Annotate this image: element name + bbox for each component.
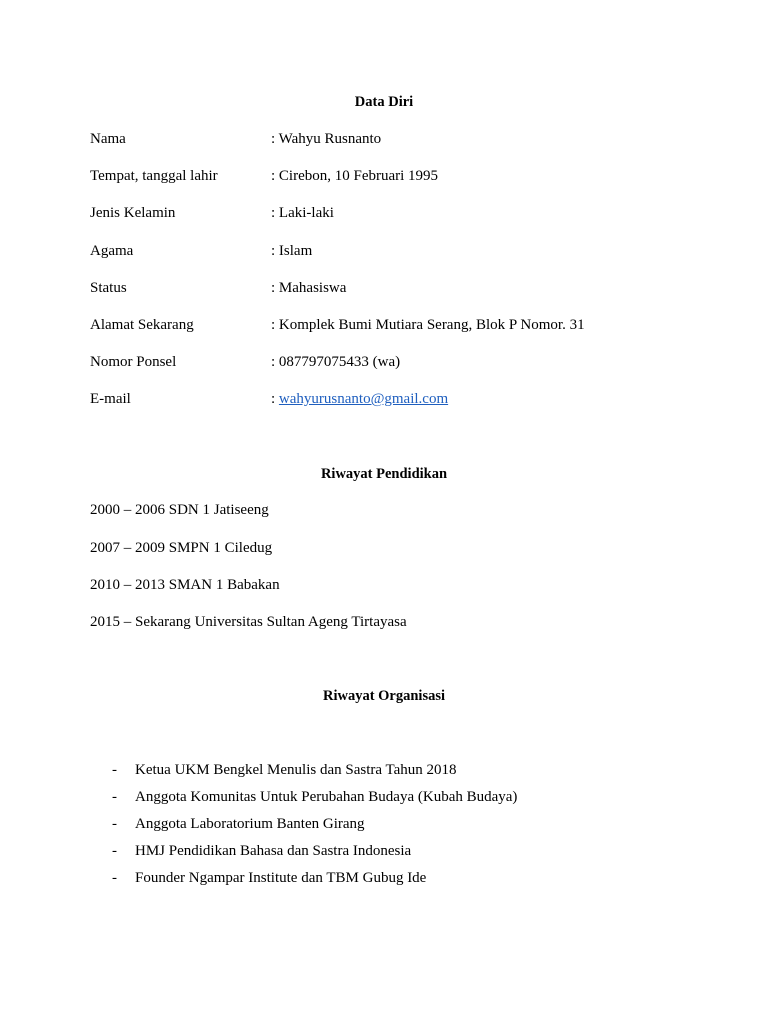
organization-text: Anggota Laboratorium Banten Girang — [135, 816, 365, 832]
education-item — [90, 576, 280, 594]
info-value: : Cirebon, 10 Februari 1995 — [271, 168, 439, 184]
info-label: Jenis Kelamin — [90, 205, 176, 221]
education-years: 2015 – Sekarang — [90, 614, 191, 630]
info-value: : 087797075433 (wa) — [271, 354, 401, 370]
education-school: SMPN 1 Ciledug — [168, 540, 273, 556]
info-label: Tempat, tanggal lahir — [90, 168, 218, 184]
education-item — [90, 501, 269, 519]
bullet-dash: - — [112, 870, 117, 886]
info-label: Status — [90, 280, 127, 296]
info-value: : Komplek Bumi Mutiara Serang, Blok P Nomor. 31 — [271, 317, 585, 333]
info-label: E-mail — [90, 391, 131, 407]
info-label: Agama — [90, 243, 134, 259]
info-label: Nomor Ponsel — [90, 354, 177, 370]
info-label: Nama — [90, 131, 126, 147]
email-prefix: : — [271, 391, 279, 407]
education-school: SDN 1 Jatiseeng — [168, 502, 269, 518]
education-years: 2010 – 2013 — [90, 577, 165, 593]
email-value — [271, 390, 448, 408]
info-value: : Laki-laki — [271, 205, 334, 221]
info-label: Alamat Sekarang — [90, 317, 194, 333]
education-school: SMAN 1 Babakan — [168, 577, 280, 593]
education-item — [90, 613, 407, 631]
education-item — [90, 539, 272, 557]
education-heading: Riwayat Pendidikan — [320, 466, 448, 482]
organization-text: Ketua UKM Bengkel Menulis dan Sastra Tahun 2018 — [135, 762, 457, 778]
education-years: 2007 – 2009 — [90, 540, 165, 556]
bullet-dash: - — [112, 843, 117, 859]
personal-data-heading: Data Diri — [354, 94, 414, 110]
bullet-dash: - — [112, 816, 117, 832]
info-value: : Mahasiswa — [271, 280, 347, 296]
organization-text: Anggota Komunitas Untuk Perubahan Budaya (Kubah Budaya) — [135, 789, 518, 805]
bullet-dash: - — [112, 762, 117, 778]
email-link[interactable]: wahyurusnanto@gmail.com — [278, 391, 449, 407]
info-value: : Wahyu Rusnanto — [271, 131, 382, 147]
education-school: Universitas Sultan Ageng Tirtayasa — [194, 614, 407, 630]
organization-text: HMJ Pendidikan Bahasa dan Sastra Indonesia — [135, 843, 412, 859]
bullet-dash: - — [112, 789, 117, 805]
organization-text: Founder Ngampar Institute dan TBM Gubug Ide — [135, 870, 427, 886]
info-value: : Islam — [271, 243, 313, 259]
education-years: 2000 – 2006 — [90, 502, 165, 518]
organization-heading: Riwayat Organisasi — [322, 688, 446, 704]
